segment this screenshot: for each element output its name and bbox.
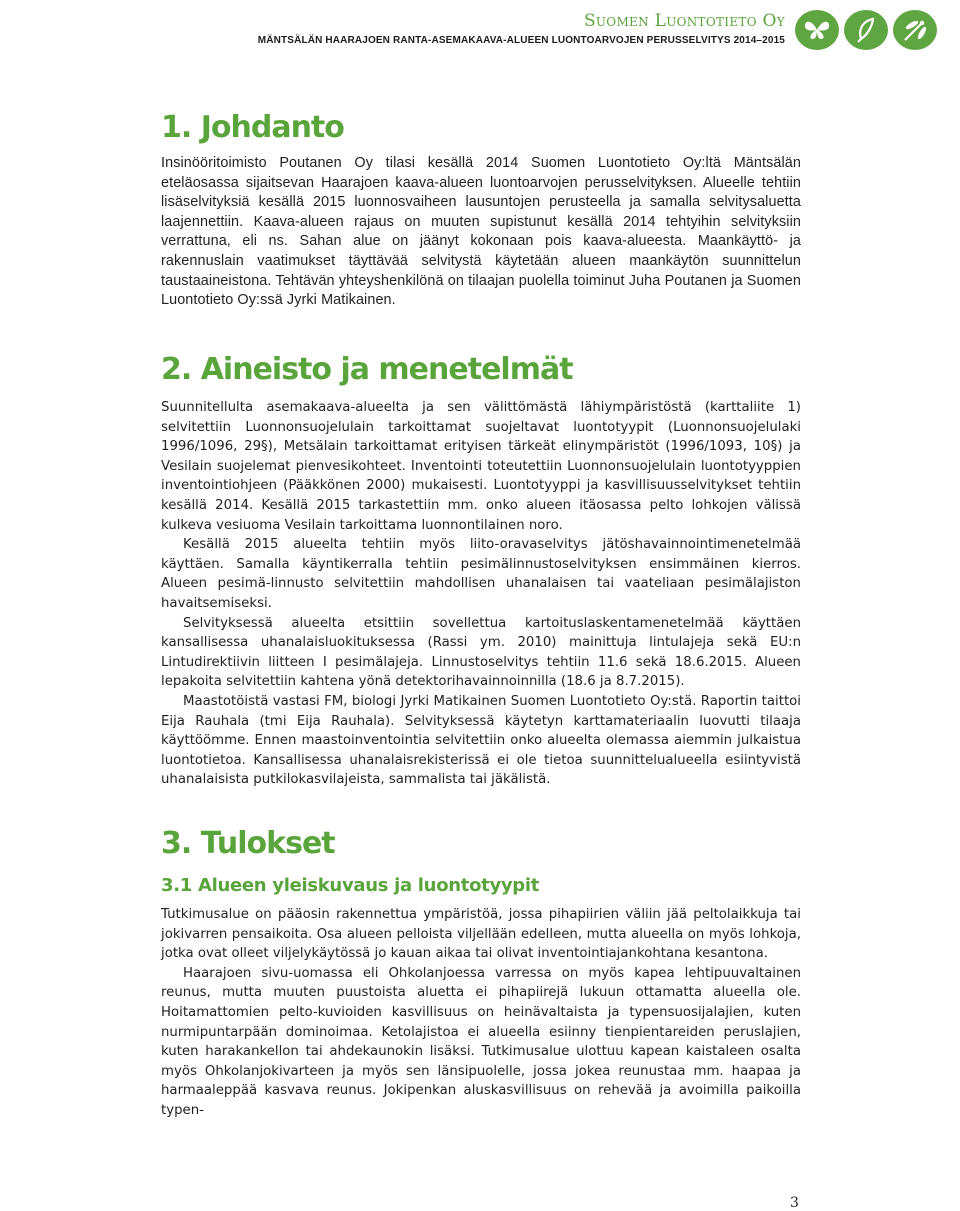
page-number: 3 <box>790 1195 799 1211</box>
section-2-heading: 2. Aineisto ja menetelmät <box>161 352 573 387</box>
leaf-icon <box>844 10 888 50</box>
report-title: MÄNTSÄLÄN HAARAJOEN RANTA-ASEMAKAAVA-ALUEEN LUONTOARVOJEN PERUSSELVITYS 2014–2015 <box>257 35 785 46</box>
results-paragraph: Tutkimusalue on pääosin rakennettua ympäristöä, jossa pihapiirien väliin jää peltolaikkuja tai jokivarren pensaikoita. Osa alueen pelloista viljellään edelleen, mutta alueella on myös lohkoja, jotka ovat olleet viljelykäytössä jo kauan aikaa tai olivat inventointiajankohtana kesantona. <box>161 907 801 962</box>
intro-text <box>161 154 801 311</box>
section-3-1-heading: 3.1 Alueen yleiskuvaus ja luontotyypit <box>161 875 540 896</box>
methods-paragraph: Suunnitellulta asemakaava-alueelta ja sen välittömästä lähiympäristöstä (karttaliite 1) selvitettiin Luonnonsuojelulain tarkoittamat suojeltavat luontotyypit (Luonnonsuojelulaki 1996/1096, 29§), Metsälain tarkoittamat erityisen tärkeät elinympäristöt (1996/1093, 10§) ja Vesilain suojelemat pienvesikohteet. Inventointi toteutettiin Luonnonsuojelulain luontotyyppien inventointiohjeen (Pääkkönen 2000) mukaisesti. Luontotyyppi ja kasvillisuusselvitykset tehtiin kesällä 2014. Kesällä 2015 tarkastettiin mm. onko alueen itäosassa pelto lohkojen välissä kulkeva vesiuoma Vesilain tarkoittama luonnontilainen noro. <box>161 400 801 533</box>
butterfly-icon <box>795 10 839 50</box>
methods-paragraph: Kesällä 2015 alueelta tehtiin myös liito-oravaselvitys jätöshavainnointimenetelmää käyttäen. Samalla käyntikerralla tehtiin pesimälinnustoselvityksen ensimmäinen kierros. Alueen pesimä-linnusto selvitettiin mahdollisen uhanalaisen tai vaateliaan pesimälajiston havaitsemiseksi. <box>161 537 801 611</box>
intro-paragraph: Insinööritoimisto Poutanen Oy tilasi kesällä 2014 Suomen Luontotieto Oy:ltä Mäntsälän eteläosassa sijaitsevan Haarajoen kaava-alueen luontoarvojen perusselvityksen. Alueelle tehtiin lisäselvityksiä kesällä 2015 luonnosvaiheen lausuntojen perusteella ja samalla selvitysaluetta laajennettiin. Kaava-alueen rajaus on muuten supistunut kesällä 2014 tehtyihin selvityksiin verrattuna, eli ns. Sahan alue on jäänyt kokonaan pois kaava-alueesta. Maankäyttö- ja rakennuslain vaatimukset täyttävää selvitystä käytetään alueen maankäytön suunnittelun taustaaineistona. Tehtävän yhteyshenkilönä on tilaajan puolella toiminut Juha Poutanen ja Suomen Luontotieto Oy:ssä Jyrki Matikainen. <box>161 155 801 309</box>
methods-paragraph: Maastotöistä vastasi FM, biologi Jyrki Matikainen Suomen Luontotieto Oy:stä. Raportin taittoi Eija Rauhala (tmi Eija Rauhala). Selvityksessä käytetyn karttamateriaalin luovutti tilaaja käyttöömme. Ennen maastoinventointia selvitettiin onko alueelta olemassa aiemmin julkaistua luontotietoa. Kansallisessa uhanalaisrekisterissä ei ole tietoa suunnittelualueella esiintyvistä uhanalaisista putkilokasvilajeista, sammalista tai jäkälistä. <box>161 693 801 788</box>
methods-text <box>161 398 801 790</box>
results-paragraph: Haarajoen sivu-uomassa eli Ohkolanjoessa varressa on myös kapea lehtipuuvaltainen reunus, mutta muuten puustoista aluetta ei pihapiirejä lukuun ottamatta alueella ole. Hoitamattomien pelto-kuvioiden kasvillisuus on heinävaltaista ja typensuosijalajien, kuten nurmipuntarpään dominoimaa. Ketolajistoa ei alueella esiinny tienpientareiden peruslajien, kuten harakankellon tai ahdekaunokin lisäksi. Tutkimusalue ulottuu kapean kaistaleen osalta myös Ohkolanjokivarteen ja myös sen länsipuolelle, jossa jokea reunustaa mm. haapaa ja harmaaleppää kasvava reunus. Jokipenkan aluskasvillisuus on rehevää ja avoimilla paikoilla typen- <box>161 965 801 1118</box>
dragonfly-icon <box>893 10 937 50</box>
company-name: Suomen Luontotieto Oy <box>583 11 785 31</box>
section-3-heading: 3. Tulokset <box>161 826 335 861</box>
section-1-heading: 1. Johdanto <box>161 110 344 145</box>
methods-paragraph: Selvityksessä alueelta etsittiin sovellettua kartoituslaskentamenetelmää käyttäen kansallisessa uhanalaisluokituksessa (Rassi ym. 2010) mainittuja lintulajeja sekä EU:n Lintudirektiivin liitteen I pesimälajeja. Linnustoselvitys tehtiin 11.6 sekä 18.6.2015. Alueen lepakoita selvitettiin kahtena yönä detektorihavainnoinnilla (18.6 ja 8.7.2015). <box>161 615 801 690</box>
logo-group <box>795 10 940 50</box>
page-header <box>240 10 940 52</box>
results-text <box>161 905 801 1121</box>
